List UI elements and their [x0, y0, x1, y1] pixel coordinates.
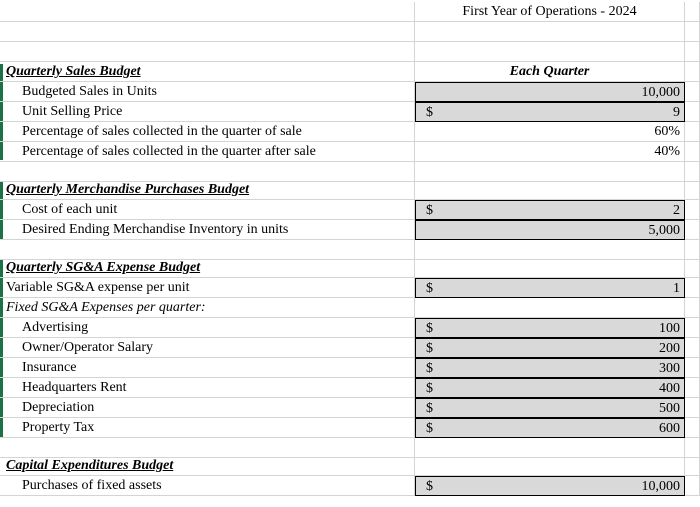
cell[interactable] — [685, 258, 700, 278]
row-label-insurance[interactable]: Insurance — [0, 358, 415, 378]
row-label-unit-cost[interactable]: Cost of each unit — [0, 200, 415, 220]
currency-symbol: $ — [426, 361, 433, 376]
row-label-owner-salary[interactable]: Owner/Operator Salary — [0, 338, 415, 358]
input-ending-inventory[interactable] — [415, 220, 685, 240]
currency-symbol: $ — [426, 401, 433, 416]
value: 5,000 — [648, 223, 680, 238]
page-title[interactable]: First Year of Operations - 2024 — [415, 2, 685, 22]
value: 600 — [659, 421, 680, 436]
input-advertising[interactable] — [415, 318, 685, 338]
section-heading-capex[interactable]: Capital Expenditures Budget — [0, 456, 415, 476]
cell[interactable] — [0, 42, 415, 62]
cell[interactable] — [685, 180, 700, 200]
cell[interactable] — [415, 22, 685, 42]
input-variable-sga[interactable] — [415, 278, 685, 298]
input-depreciation[interactable] — [415, 398, 685, 418]
currency-symbol: $ — [426, 421, 433, 436]
cell[interactable] — [685, 476, 700, 496]
cell-collected-same-quarter[interactable] — [415, 122, 685, 142]
cell[interactable] — [685, 418, 700, 438]
cell[interactable] — [685, 62, 700, 82]
cell[interactable] — [415, 180, 685, 200]
cell[interactable] — [685, 338, 700, 358]
row-label-depreciation[interactable]: Depreciation — [0, 398, 415, 418]
cell-collected-next-quarter[interactable] — [415, 142, 685, 162]
input-unit-cost[interactable] — [415, 200, 685, 220]
row-label-hq-rent[interactable]: Headquarters Rent — [0, 378, 415, 398]
row-label-advertising[interactable]: Advertising — [0, 318, 415, 338]
cell[interactable] — [685, 200, 700, 220]
row-label-budgeted-sales[interactable]: Budgeted Sales in Units — [0, 82, 415, 102]
value: 400 — [659, 381, 680, 396]
input-owner-salary[interactable] — [415, 338, 685, 358]
cell[interactable] — [0, 2, 415, 22]
value: 10,000 — [641, 479, 680, 494]
row-label-property-tax[interactable]: Property Tax — [0, 418, 415, 438]
currency-symbol: $ — [426, 381, 433, 396]
cell[interactable] — [415, 456, 685, 476]
cell[interactable] — [685, 456, 700, 476]
cell[interactable] — [685, 240, 700, 260]
cell[interactable] — [685, 162, 700, 182]
row-label-variable-sga[interactable]: Variable SG&A expense per unit — [0, 278, 415, 298]
cell[interactable] — [685, 438, 700, 458]
input-insurance[interactable] — [415, 358, 685, 378]
row-label-fixed-assets[interactable]: Purchases of fixed assets — [0, 476, 415, 496]
value: 10,000 — [641, 85, 680, 100]
value: 200 — [659, 341, 680, 356]
cell[interactable] — [415, 258, 685, 278]
section-heading-sga[interactable]: Quarterly SG&A Expense Budget — [0, 258, 415, 278]
currency-symbol: $ — [426, 105, 433, 120]
cell[interactable] — [685, 398, 700, 418]
input-property-tax[interactable] — [415, 418, 685, 438]
row-label-collected-same-quarter[interactable]: Percentage of sales collected in the quarter of sale — [0, 122, 415, 142]
value: 40% — [654, 144, 680, 159]
cell[interactable] — [685, 122, 700, 142]
row-label-unit-price[interactable]: Unit Selling Price — [0, 102, 415, 122]
cell[interactable] — [0, 240, 415, 260]
cell[interactable] — [685, 142, 700, 162]
cell[interactable] — [685, 102, 700, 122]
value: 1 — [673, 281, 680, 296]
currency-symbol: $ — [426, 479, 433, 494]
row-label-ending-inventory[interactable]: Desired Ending Merchandise Inventory in units — [0, 220, 415, 240]
cell[interactable] — [685, 22, 700, 42]
input-hq-rent[interactable] — [415, 378, 685, 398]
cell[interactable] — [415, 240, 685, 260]
currency-symbol: $ — [426, 341, 433, 356]
row-label-fixed-sga[interactable]: Fixed SG&A Expenses per quarter: — [0, 298, 415, 318]
cell[interactable] — [685, 318, 700, 338]
currency-symbol: $ — [426, 281, 433, 296]
cell[interactable] — [415, 162, 685, 182]
cell[interactable] — [685, 220, 700, 240]
currency-symbol: $ — [426, 203, 433, 218]
cell[interactable] — [685, 378, 700, 398]
value: 2 — [673, 203, 680, 218]
cell[interactable] — [415, 438, 685, 458]
cell[interactable] — [0, 162, 415, 182]
value: 500 — [659, 401, 680, 416]
cell[interactable] — [685, 42, 700, 62]
value: 60% — [654, 124, 680, 139]
input-budgeted-sales[interactable] — [415, 82, 685, 102]
currency-symbol: $ — [426, 321, 433, 336]
row-label-collected-next-quarter[interactable]: Percentage of sales collected in the quarter after sale — [0, 142, 415, 162]
cell[interactable] — [685, 358, 700, 378]
cell[interactable] — [415, 42, 685, 62]
section-heading-purchases[interactable]: Quarterly Merchandise Purchases Budget — [0, 180, 415, 200]
input-fixed-assets[interactable] — [415, 476, 685, 496]
value: 9 — [673, 105, 680, 120]
input-unit-price[interactable] — [415, 102, 685, 122]
value: 100 — [659, 321, 680, 336]
column-label-each-quarter[interactable]: Each Quarter — [415, 62, 685, 82]
cell[interactable] — [685, 298, 700, 318]
section-heading-sales[interactable]: Quarterly Sales Budget — [0, 62, 415, 82]
cell[interactable] — [0, 438, 415, 458]
value: 300 — [659, 361, 680, 376]
cell[interactable] — [0, 22, 415, 42]
cell[interactable] — [685, 278, 700, 298]
cell[interactable] — [415, 298, 685, 318]
cell[interactable] — [685, 82, 700, 102]
cell[interactable] — [685, 2, 700, 22]
